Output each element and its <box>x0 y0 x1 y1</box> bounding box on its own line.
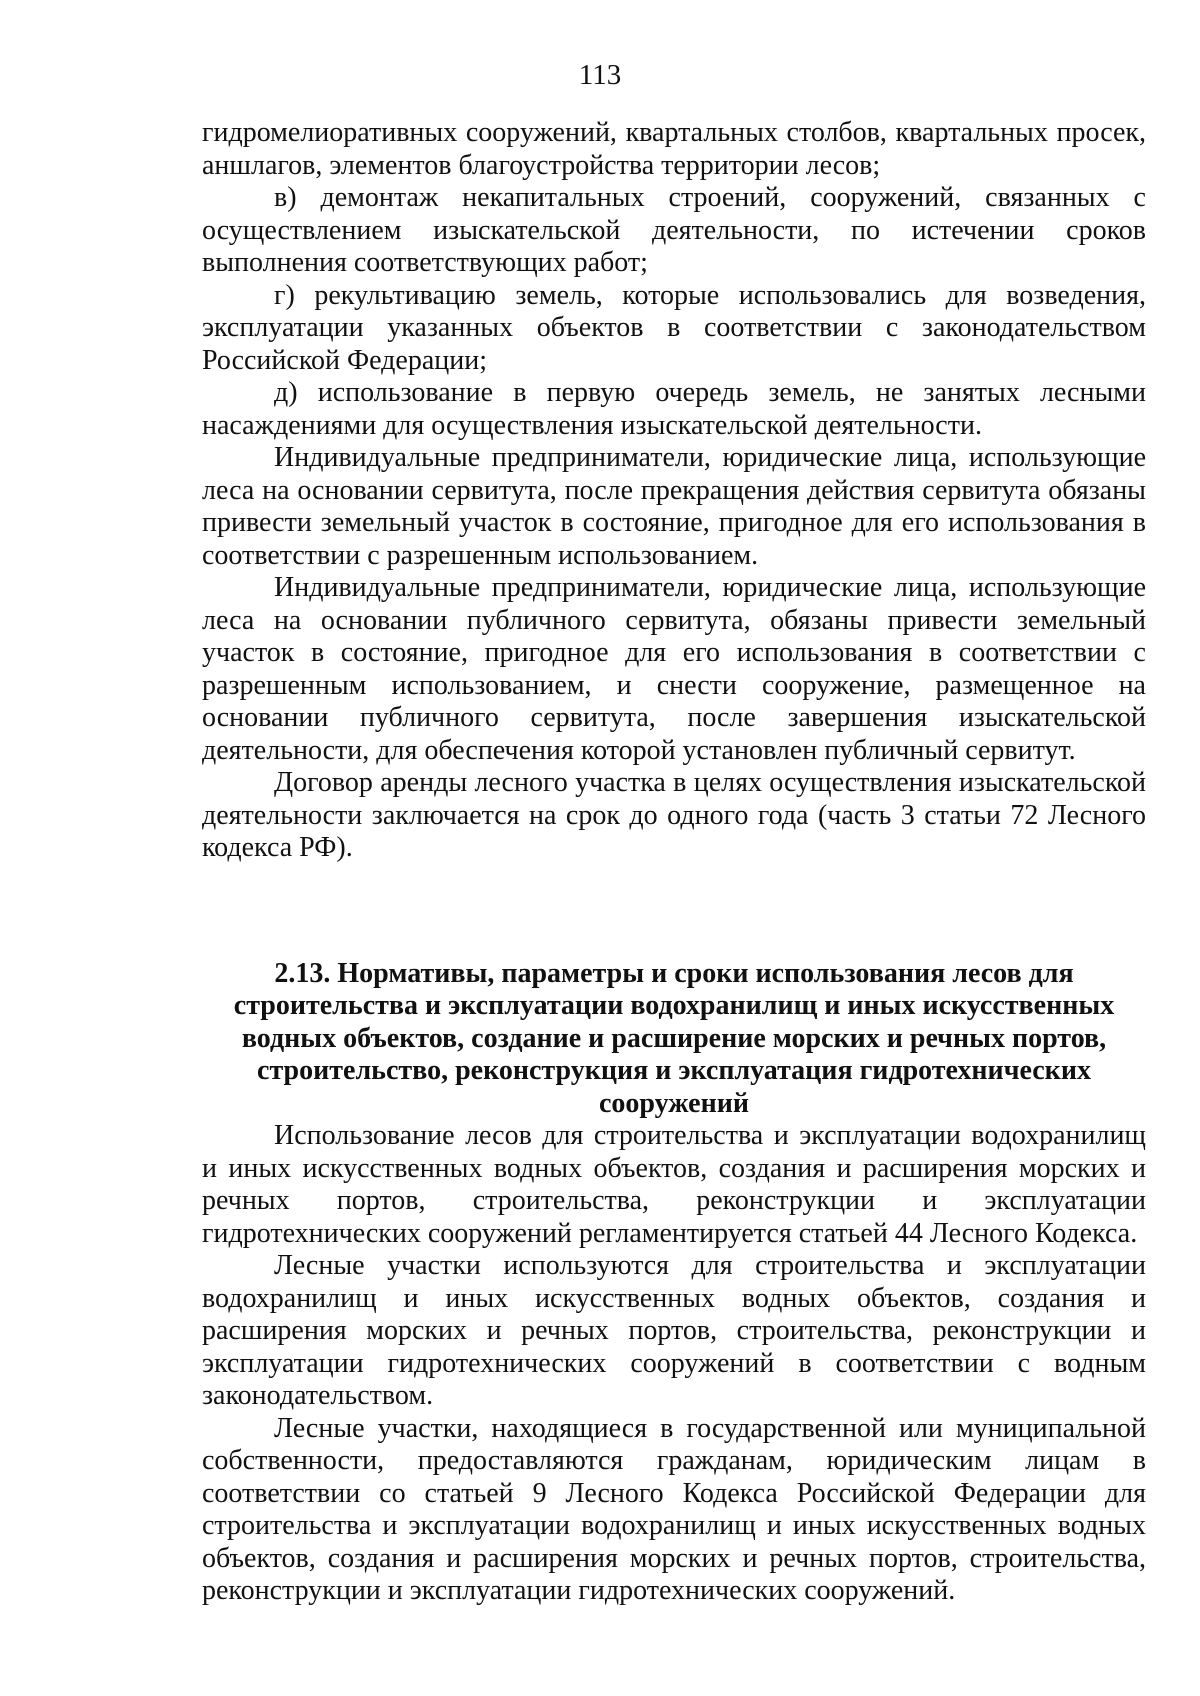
paragraph: Использование лесов для строительства и эксплуатации водохранилищ и иных искусственных водных объектов, создания и расширения морских и речных портов, строительства, реконструкции и эксплуатации гидротехнических сооружений регламентируется статьей 44 Лесного Кодекса. <box>202 1120 1146 1249</box>
paragraph: Договор аренды лесного участка в целях осуществления изыскательской деятельности заключается на срок до одного года (часть 3 статьи 72 Лесного кодекса РФ). <box>202 767 1146 863</box>
section-spacer <box>202 865 1146 958</box>
page-number: 113 <box>578 59 622 91</box>
paragraph: д) использование в первую очередь земель, не занятых лесными насаждениями для осуществления изыскательской деятельности. <box>202 377 1146 441</box>
section-heading: 2.13. Нормативы, параметры и сроки использования лесов для строительства и эксплуатации водохранилищ и иных искусственных водных объектов, создание и расширение морских и речных портов, строительство, реконструкция и эксплуатация гидротехнических сооружений <box>233 957 1115 1119</box>
paragraph: в) демонтаж некапитальных строений, сооружений, связанных с осуществлением изыскательской деятельности, по истечении сроков выполнения соответствующих работ; <box>202 182 1146 278</box>
paragraph: г) рекультивацию земель, которые использовались для возведения, эксплуатации указанных объектов в соответствии с законодательством Российской Федерации; <box>202 279 1146 376</box>
paragraphs-before-section <box>202 117 1146 865</box>
paragraph: Индивидуальные предприниматели, юридические лица, использующие леса на основании сервитута, после прекращения действия сервитута обязаны привести земельный участок в состояние, пригодное для его использования в соответствии с разрешенным использованием. <box>202 442 1146 571</box>
section-paragraphs <box>202 1120 1146 1608</box>
paragraph: Индивидуальные предприниматели, юридические лица, использующие леса на основании публичного сервитута, обязаны привести земельный участок в состояние, пригодное для его использования в соответствии с разрешенным использованием, и снести сооружение, размещенное на основании публичного сервитута, после завершения изыскательской деятельности, для обеспечения которой установлен публичный сервитут. <box>202 572 1146 766</box>
paragraph: Лесные участки, находящиеся в государственной или муниципальной собственности, предоставляются гражданам, юридическим лицам в соответствии со статьей 9 Лесного Кодекса Российской Федерации для строительства и эксплуатации водохранилищ и иных искусственных водных объектов, создания и расширения морских и речных портов, строительства, реконструкции и эксплуатации гидротехнических сооружений. <box>202 1412 1146 1606</box>
paragraph: Лесные участки используются для строительства и эксплуатации водохранилищ и иных искусственных водных объектов, создания и расширения морских и речных портов, строительства, реконструкции и эксплуатации гидротехнических сооружений в соответствии с водным законодательством. <box>202 1250 1146 1411</box>
document-body <box>202 117 1146 1608</box>
paragraph: гидромелиоративных сооружений, квартальных столбов, квартальных просек, аншлагов, элементов благоустройства территории лесов; <box>202 117 1146 181</box>
